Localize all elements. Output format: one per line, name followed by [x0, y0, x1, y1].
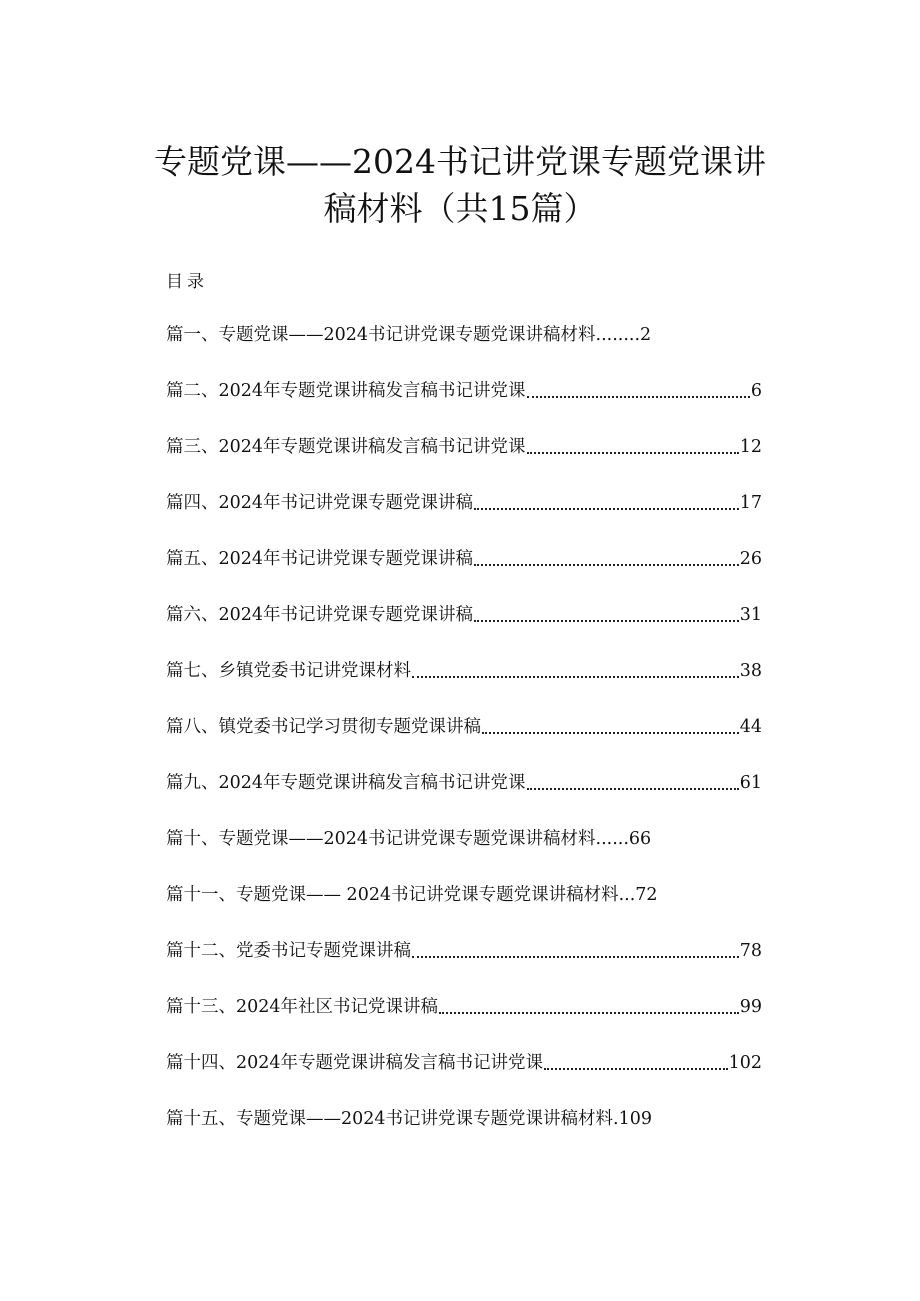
toc-entry-title: 篇十五、专题党课——2024书记讲党课专题党课讲稿材料 [166, 1109, 614, 1129]
toc-dot-leader [527, 432, 739, 462]
toc-entry-title: 篇八、镇党委书记学习贯彻专题党课讲稿 [166, 717, 481, 737]
toc-entry-2[interactable] [166, 376, 762, 432]
toc-entry-title: 篇十一、专题党课—— 2024书记讲党课专题党课讲稿材料 [166, 885, 619, 905]
toc-dot-leader [527, 768, 739, 798]
toc-entry-5[interactable] [166, 544, 762, 600]
toc-page-number: 12 [739, 437, 762, 457]
toc-dot-leader [412, 656, 739, 686]
toc-entry-12[interactable] [166, 936, 762, 992]
toc-entry-9[interactable] [166, 768, 762, 824]
toc-entry-13[interactable] [166, 992, 762, 1048]
toc-entry-3[interactable] [166, 432, 762, 488]
toc-page-number: ...72 [618, 885, 658, 905]
toc-entry-title: 篇七、乡镇党委书记讲党课材料 [166, 661, 411, 681]
toc-entry-6[interactable] [166, 600, 762, 656]
toc-entry-title: 篇六、2024年书记讲党课专题党课讲稿 [166, 605, 474, 625]
toc-page-number: 31 [739, 605, 762, 625]
toc-entry-4[interactable] [166, 488, 762, 544]
toc-entry-8[interactable] [166, 712, 762, 768]
toc-entry-title: 篇四、2024年书记讲党课专题党课讲稿 [166, 493, 474, 513]
toc-page-number: ........2 [595, 325, 652, 345]
toc-entry-15[interactable] [166, 1104, 762, 1160]
toc-page-number: 99 [739, 997, 762, 1017]
toc-page-number: 17 [739, 493, 762, 513]
toc-entry-1[interactable] [166, 320, 762, 376]
toc-dot-leader [474, 600, 739, 630]
toc-entry-title: 篇十、专题党课——2024书记讲党课专题党课讲稿材料 [166, 829, 596, 849]
toc-entry-10[interactable] [166, 824, 762, 880]
toc-entry-title: 篇十三、2024年社区书记党课讲稿 [166, 997, 439, 1017]
toc-entry-title: 篇五、2024年书记讲党课专题党课讲稿 [166, 549, 474, 569]
toc-entry-14[interactable] [166, 1048, 762, 1104]
toc-entry-title: 篇二、2024年专题党课讲稿发言稿书记讲党课 [166, 381, 526, 401]
toc-page-number: .109 [613, 1109, 653, 1129]
toc-entry-title: 篇十二、党委书记专题党课讲稿 [166, 941, 411, 961]
toc-dot-leader [544, 1048, 728, 1078]
toc-dot-leader [527, 376, 750, 406]
toc-heading: 目录 [166, 272, 208, 292]
toc-page-number: 102 [728, 1053, 762, 1073]
table-of-contents [166, 320, 762, 1160]
toc-entry-title: 篇九、2024年专题党课讲稿发言稿书记讲党课 [166, 773, 526, 793]
toc-page-number: 26 [739, 549, 762, 569]
toc-entry-title: 篇十四、2024年专题党课讲稿发言稿书记讲党课 [166, 1053, 544, 1073]
toc-entry-11[interactable] [166, 880, 762, 936]
toc-page-number: 78 [739, 941, 762, 961]
toc-dot-leader [474, 488, 739, 518]
toc-dot-leader [482, 712, 739, 742]
toc-entry-7[interactable] [166, 656, 762, 712]
toc-page-number: 6 [750, 381, 762, 401]
toc-dot-leader [474, 544, 739, 574]
toc-dot-leader [412, 936, 739, 966]
toc-entry-title: 篇三、2024年专题党课讲稿发言稿书记讲党课 [166, 437, 526, 457]
toc-page-number: ......66 [595, 829, 652, 849]
document-title-line-1: 专题党课——2024书记讲党课专题党课讲 [154, 142, 766, 181]
toc-page-number: 44 [739, 717, 762, 737]
toc-page-number: 38 [739, 661, 762, 681]
toc-page-number: 61 [739, 773, 762, 793]
toc-entry-title: 篇一、专题党课——2024书记讲党课专题党课讲稿材料 [166, 325, 596, 345]
toc-dot-leader [439, 992, 739, 1022]
document-title-line-2: 稿材料（共15篇） [323, 189, 597, 228]
